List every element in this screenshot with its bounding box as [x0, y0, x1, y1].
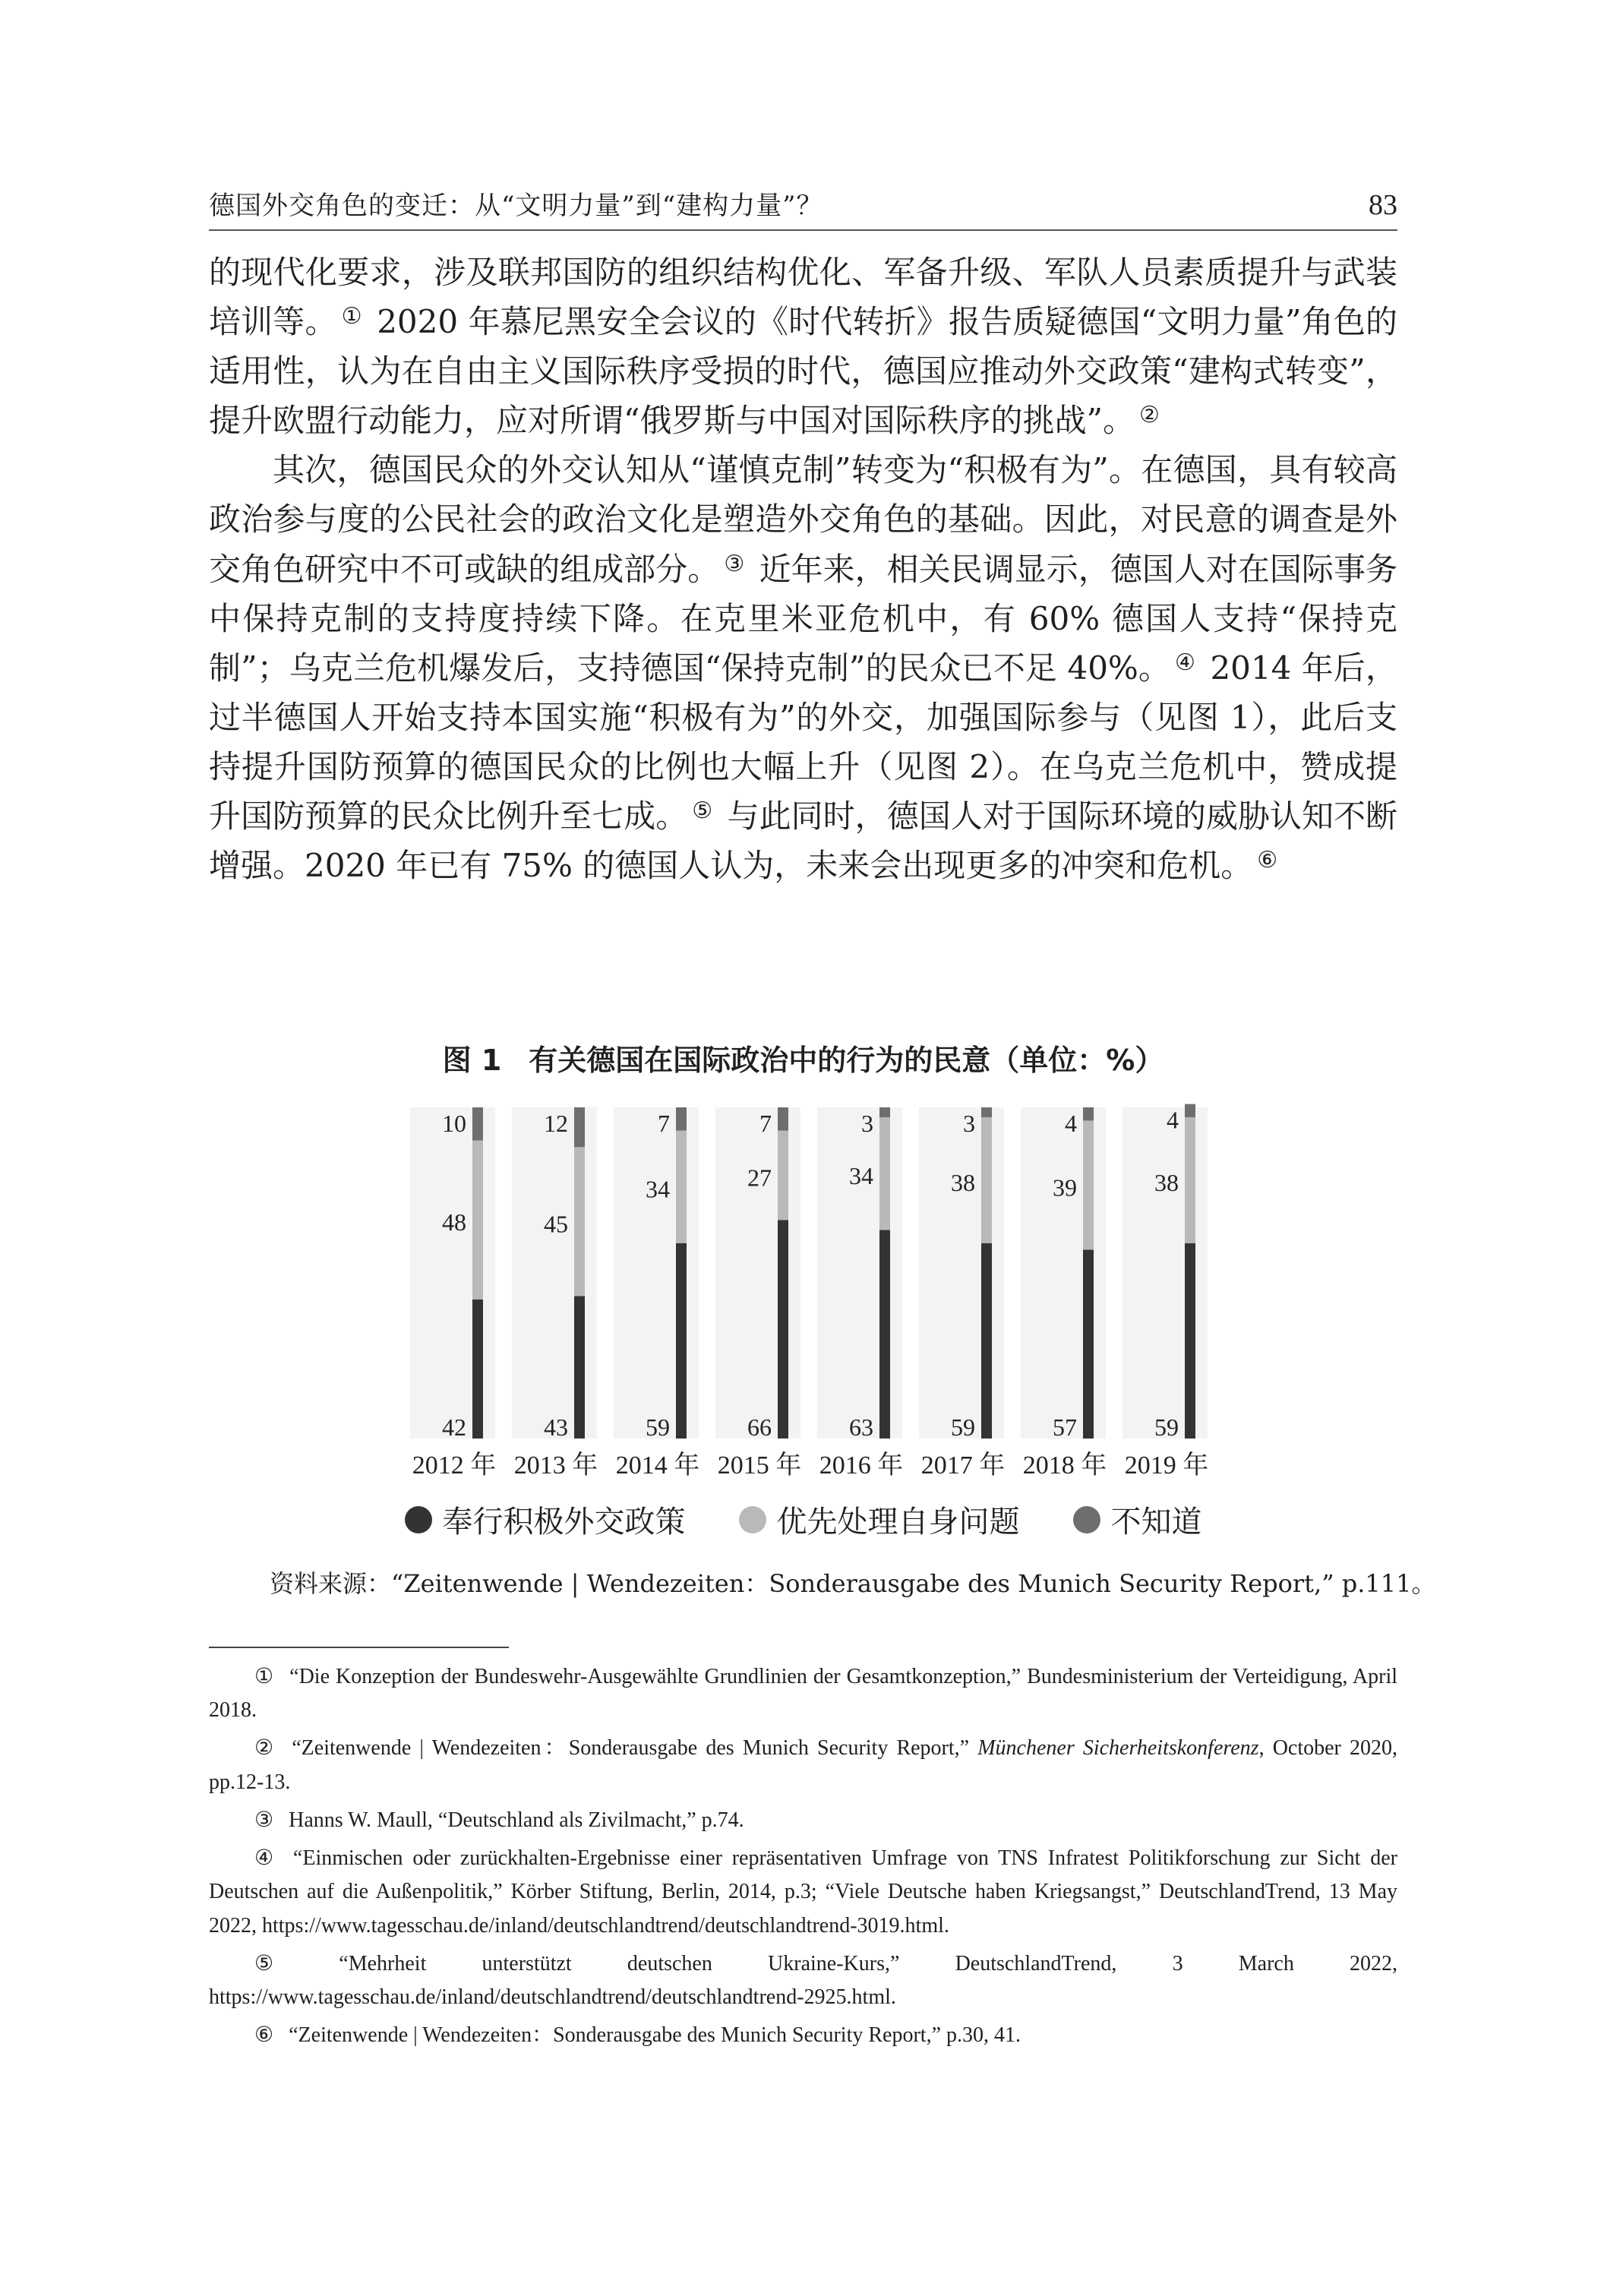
- text-run: 近年来，相关民调显示，德国人对在国际事务中保持克制的支持度持续下降。在克里米亚危机中，有 60% 德国人支持“保持克制”；乌克兰危机爆发后，支持德国“保持克制”的民众已不足 40%。: [209, 550, 1397, 687]
- legend-swatch: [405, 1506, 432, 1533]
- data-label: 39: [1052, 1173, 1077, 1202]
- bar-segment: [1083, 1249, 1094, 1439]
- footnote-mark: ③: [254, 1808, 274, 1832]
- bar-segment: [472, 1141, 483, 1300]
- footnote-reference[interactable]: ⑥: [1257, 847, 1278, 874]
- bar-segment: [676, 1107, 687, 1131]
- bar-segment: [1185, 1117, 1195, 1243]
- bar-segment: [472, 1107, 483, 1141]
- data-label: 63: [848, 1413, 873, 1441]
- legend-item: [405, 1498, 686, 1541]
- data-label: 7: [759, 1110, 772, 1137]
- footnote-reference[interactable]: ④: [1175, 649, 1196, 676]
- text-run: 与此同时，德国人对于国际环境的威胁认知不断增强。2020 年已有 75% 的德国人认为，未来会出现更多的冲突和危机。: [209, 797, 1397, 885]
- data-label: 38: [950, 1168, 975, 1196]
- footnote-mark: ④: [254, 1846, 278, 1871]
- footnote: [209, 2019, 1397, 2052]
- body-text: [209, 248, 1397, 890]
- data-label: 66: [747, 1413, 772, 1441]
- legend-swatch: [1073, 1506, 1100, 1533]
- x-tick-label: 2019 年: [1124, 1451, 1208, 1480]
- figure-caption: 有关德国在国际政治中的行为的民意（单位：%）: [529, 1044, 1164, 1077]
- body-paragraph: [209, 445, 1397, 890]
- bar-segment: [879, 1107, 890, 1117]
- bar-segment: [676, 1243, 687, 1439]
- footnote-reference[interactable]: ②: [1138, 402, 1160, 429]
- footnote-mark: ⑤: [254, 1951, 324, 1975]
- running-title: 德国外交角色的变迁：从“文明力量”到“建构力量”？: [209, 191, 823, 221]
- footnote-mark: ①: [254, 1665, 275, 1688]
- bar-segment: [574, 1296, 585, 1439]
- x-tick-label: 2013 年: [513, 1451, 598, 1480]
- footnote-mark: ⑥: [254, 2023, 274, 2048]
- bar-segment: [778, 1220, 788, 1439]
- data-label: 59: [645, 1413, 670, 1441]
- footnote-mark: ②: [254, 1736, 277, 1761]
- footnote-rule: [209, 1647, 509, 1648]
- figure-source: 资料来源：“Zeitenwende | Wendezeiten：Sonderausgabe des Munich Security Report,” p.111。: [270, 1569, 1436, 1598]
- footnote-text: Hanns W. Maull, “Deutschland als Zivilmacht,” p.74.: [289, 1808, 744, 1832]
- x-tick-label: 2012 年: [412, 1451, 496, 1480]
- data-label: 34: [645, 1175, 670, 1203]
- footnote: [209, 1842, 1397, 1943]
- data-label: 10: [441, 1110, 466, 1137]
- figure-title: [209, 1037, 1397, 1079]
- text-run: 的现代化要求，涉及联邦国防的组织结构优化、军备升级、军队人员素质提升与武装培训等。: [209, 254, 1397, 341]
- data-label: 12: [543, 1110, 568, 1137]
- data-label: 3: [860, 1110, 873, 1137]
- data-label: 3: [962, 1110, 975, 1137]
- bar-segment: [778, 1107, 788, 1131]
- data-label: 57: [1052, 1413, 1077, 1441]
- bar-segment: [1083, 1107, 1094, 1120]
- footnote-text: “Einmischen oder zurückhalten-Ergebnisse einer repräsentativen Umfrage von TNS Infratest Politikforschung zur Sicht der Deutschen auf die Außenpolitik,” Körber Stiftung, Berlin, 2014, p.3; “Viele Deutsche haben Kriegsangst,” DeutschlandTrend, 13 May 2022, https://www.tagesschau.de/inland/deutschlandtrend/deutschlandtrend-3019.html.: [209, 1846, 1397, 1938]
- footnote-text: “Die Konzeption der Bundeswehr-Ausgewählte Grundlinien der Gesamtkonzeption,” Bundesministerium der Verteidigung, April 2018.: [209, 1665, 1397, 1723]
- running-header: [209, 181, 1397, 231]
- footnote: [209, 1804, 1397, 1837]
- footnote: [209, 1732, 1397, 1799]
- footnote-reference[interactable]: ⑤: [692, 797, 713, 825]
- data-label: 38: [1154, 1168, 1179, 1196]
- footnote-text: “Mehrheit unterstützt deutschen Ukraine-Kurs,” DeutschlandTrend, 3 March 2022, https://www.tagesschau.de/inland/deutschlandtrend/deutschlandtrend-2925.html.: [209, 1951, 1397, 2010]
- legend-label: 优先处理自身问题: [776, 1505, 1020, 1540]
- bar-segment: [1083, 1120, 1094, 1249]
- data-label: 4: [1166, 1106, 1179, 1134]
- chart-legend: [209, 1498, 1397, 1541]
- footnote: [209, 1947, 1397, 2014]
- text-run: 2020 年慕尼黑安全会议的《时代转折》报告质疑德国“文明力量”角色的适用性，认为在自由主义国际秩序受损的时代，德国应推动外交政策“建构式转变”，提升欧盟行动能力，应对所谓“俄罗斯与中国对国际秩序的挑战”。: [209, 303, 1397, 440]
- data-label: 48: [441, 1208, 466, 1236]
- bar-segment: [778, 1131, 788, 1221]
- bar-segment: [574, 1147, 585, 1296]
- legend-item: [1073, 1498, 1202, 1541]
- legend-swatch: [739, 1506, 766, 1533]
- legend-label: 不知道: [1110, 1505, 1202, 1540]
- data-label: 42: [441, 1413, 466, 1441]
- x-tick-label: 2018 年: [1022, 1451, 1107, 1480]
- bar-segment: [981, 1107, 992, 1117]
- bar-segment: [879, 1230, 890, 1439]
- bar-segment: [472, 1300, 483, 1439]
- footnote-text: “Zeitenwende | Wendezeiten：Sonderausgabe des Munich Security Report,”: [292, 1736, 978, 1761]
- data-label: 27: [747, 1164, 772, 1192]
- footnote-reference[interactable]: ①: [341, 303, 362, 330]
- legend-label: 奉行积极外交政策: [442, 1505, 686, 1540]
- footnote-tail: , October 2020, pp.12-13.: [209, 1736, 1398, 1794]
- bar-segment: [981, 1117, 992, 1243]
- x-tick-label: 2014 年: [615, 1451, 699, 1480]
- x-tick-label: 2015 年: [717, 1451, 801, 1480]
- bar-segment: [879, 1117, 890, 1230]
- data-label: 4: [1064, 1110, 1077, 1137]
- x-tick-label: 2017 年: [920, 1451, 1005, 1480]
- bar-segment: [981, 1243, 992, 1439]
- figure-1: [209, 1037, 1397, 1541]
- x-tick-label: 2016 年: [819, 1451, 903, 1480]
- text-run: 2014 年后，过半德国人开始支持本国实施“积极有为”的外交，加强国际参与（见图 1），此后支持提升国防预算的德国民众的比例也大幅上升（见图 2）。在乌克兰危机中，赞成提升国防预算的民众比例升至七成。: [209, 649, 1397, 835]
- data-label: 59: [950, 1413, 975, 1441]
- data-label: 7: [657, 1110, 670, 1137]
- footnote-reference[interactable]: ③: [724, 550, 745, 577]
- footnote: [209, 1660, 1397, 1727]
- text-run: 其次，德国民众的外交认知从“谨慎克制”转变为“积极有为”。在德国，具有较高政治参与度的公民社会的政治文化是塑造外交角色的基础。因此，对民意的调查是外交角色研究中不可或缺的组成部分。: [209, 451, 1397, 588]
- body-paragraph: [209, 248, 1397, 445]
- data-label: 34: [848, 1162, 873, 1190]
- figure-label: 图 1: [442, 1044, 502, 1077]
- footnote-italic: Münchener Sicherheitskonferenz: [977, 1736, 1259, 1761]
- data-label: 43: [543, 1413, 568, 1441]
- legend-item: [739, 1498, 1020, 1541]
- bar-segment: [676, 1131, 687, 1243]
- page-number: 83: [1369, 189, 1397, 221]
- bar-segment: [574, 1107, 585, 1147]
- footnotes: [209, 1660, 1397, 2058]
- stacked-bar-chart: [393, 1097, 1214, 1492]
- data-label: 45: [543, 1210, 568, 1238]
- bar-segment: [1185, 1104, 1195, 1117]
- bar-segment: [1185, 1243, 1195, 1439]
- footnote-text: “Zeitenwende | Wendezeiten：Sonderausgabe des Munich Security Report,” p.30, 41.: [289, 2023, 1021, 2048]
- data-label: 59: [1154, 1413, 1179, 1441]
